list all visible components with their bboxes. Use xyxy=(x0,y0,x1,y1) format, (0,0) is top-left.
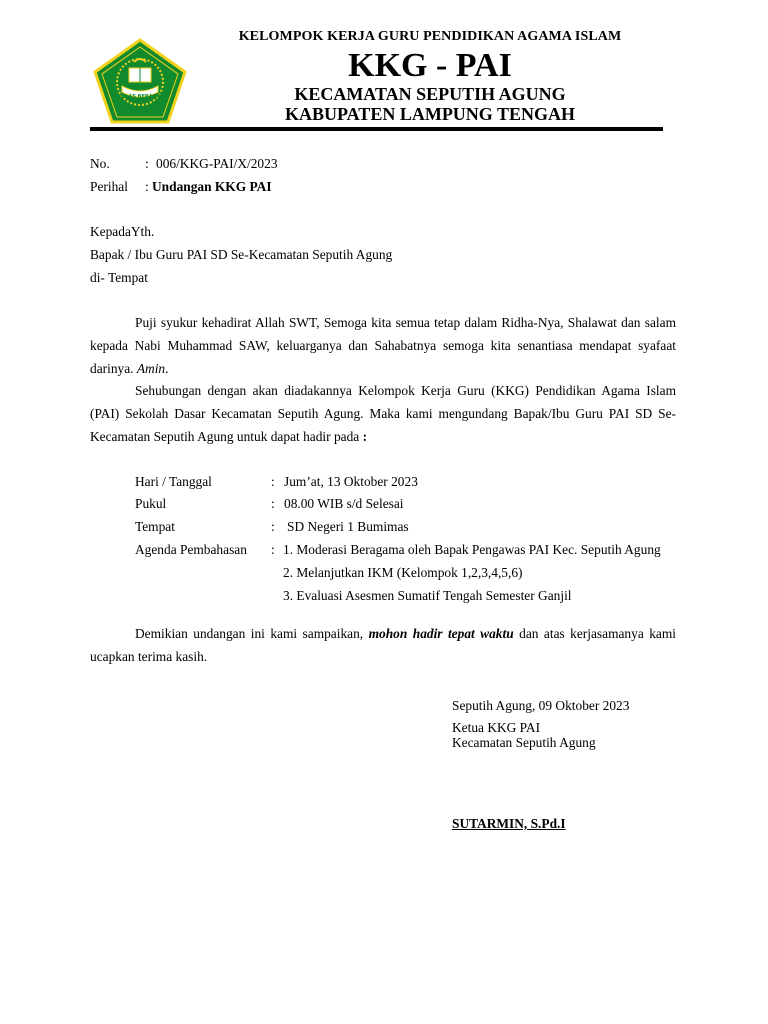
letterhead-district: KECAMATAN SEPUTIH AGUNG xyxy=(294,84,566,104)
opening-period: . xyxy=(165,361,169,376)
opening-paragraph xyxy=(90,311,676,380)
letterhead-title: KKG - PAI xyxy=(348,47,512,84)
date-separator: : xyxy=(271,474,275,489)
closing-thanks: dan atas kerjasamanya kami ucapkan terima kasih. xyxy=(90,626,676,664)
recipient-name: Bapak / Ibu Guru PAI SD Se-Kecamatan Seputih Agung xyxy=(90,247,393,262)
signature-place-date: Seputih Agung, 09 Oktober 2023 xyxy=(452,698,630,713)
recipient-salutation: KepadaYth. xyxy=(90,224,155,239)
venue-separator: : xyxy=(271,519,275,534)
time-label: Pukul xyxy=(135,496,167,511)
agenda-item: 3. Evaluasi Asesmen Sumatif Tengah Semester Ganjil xyxy=(283,588,572,603)
date-value: Jum’at, 13 Oktober 2023 xyxy=(284,474,418,489)
agenda-label: Agenda Pembahasan xyxy=(135,542,247,557)
agenda-item: 2. Melanjutkan IKM (Kelompok 1,2,3,4,5,6) xyxy=(283,565,523,580)
signature-title-district: Kecamatan Seputih Agung xyxy=(452,735,596,750)
letter-subject: Undangan KKG PAI xyxy=(152,179,272,194)
agenda-item: 1. Moderasi Beragama oleh Bapak Pengawas PAI Kec. Seputih Agung xyxy=(283,542,661,557)
opening-amin: Amin xyxy=(136,361,166,376)
venue-label: Tempat xyxy=(135,519,175,534)
subject-separator: : xyxy=(145,179,149,194)
number-label: No. xyxy=(90,156,110,171)
invitation-paragraph xyxy=(90,379,676,448)
recipient-place: di- Tempat xyxy=(90,270,148,285)
letterhead-divider xyxy=(90,127,663,131)
closing-paragraph xyxy=(90,622,676,668)
logo-motto: IKHLAS BERAMAL xyxy=(115,94,165,100)
letter-number: 006/KKG-PAI/X/2023 xyxy=(156,156,278,171)
time-separator: : xyxy=(271,496,275,511)
agenda-separator: : xyxy=(271,542,275,557)
opening-text: Puji syukur kehadirat Allah SWT, Semoga kita semua tetap dalam Ridha-Nya, Shalawat dan salam kepada Nabi Muhammad SAW, keluarganya dan Sahabatnya semoga kita senantiasa mendapat syafaat darinya. xyxy=(90,315,676,376)
invitation-colon: : xyxy=(362,429,368,444)
venue-value: SD Negeri 1 Bumimas xyxy=(287,519,409,534)
letterhead-org-name: KELOMPOK KERJA GURU PENDIDIKAN AGAMA ISLAM xyxy=(238,29,622,44)
signature-title: Ketua KKG PAI xyxy=(452,720,541,735)
signatory-name: SUTARMIN, S.Pd.I xyxy=(452,816,566,831)
invitation-text: Sehubungan dengan akan diadakannya Kelompok Kerja Guru (KKG) Pendidikan Agama Islam (PAI) Sekolah Dasar Kecamatan Seputih Agung. Maka kami mengundang Bapak/Ibu Guru PAI SD Se-Kecamatan Seputih Agung untuk dapat hadir pada xyxy=(90,383,676,444)
closing-emphasis: mohon hadir tepat waktu xyxy=(368,626,514,641)
subject-label: Perihal xyxy=(90,179,128,194)
date-label: Hari / Tanggal xyxy=(135,474,212,489)
letterhead-regency: KABUPATEN LAMPUNG TENGAH xyxy=(284,104,575,124)
number-separator: : xyxy=(145,156,149,171)
time-value: 08.00 WIB s/d Selesai xyxy=(284,496,404,511)
closing-text: Demikian undangan ini kami sampaikan, xyxy=(135,626,364,641)
